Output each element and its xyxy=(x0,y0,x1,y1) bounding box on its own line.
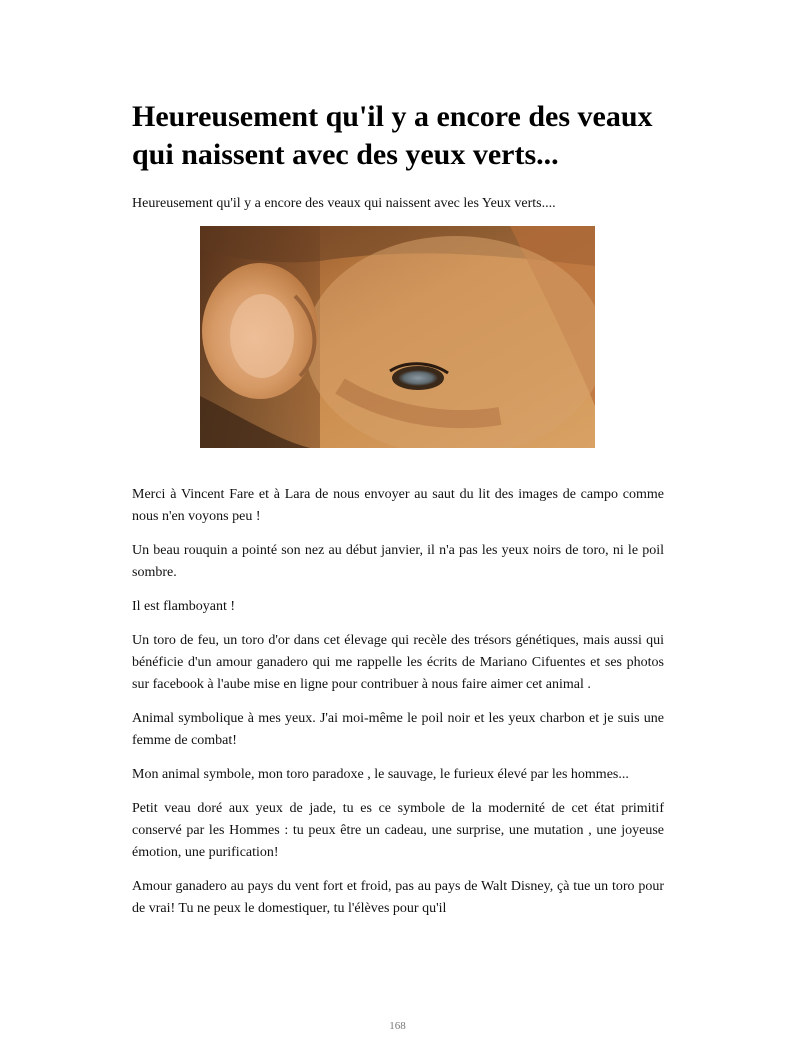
article-intro: Heureusement qu'il y a encore des veaux qui naissent avec les Yeux verts.... xyxy=(132,196,556,211)
paragraph: Merci à Vincent Fare et à Lara de nous envoyer au saut du lit des images de campo comme nous n'en voyons peu ! xyxy=(132,487,664,524)
paragraph: Animal symbolique à mes yeux. J'ai moi-même le poil noir et les yeux charbon et je suis une femme de combat! xyxy=(132,711,664,748)
paragraph: Mon animal symbole, mon toro paradoxe , le sauvage, le furieux élevé par les hommes... xyxy=(132,767,629,782)
paragraph: Un toro de feu, un toro d'or dans cet élevage qui recèle des trésors génétiques, mais aussi qui bénéficie d'un amour ganadero qui me rappelle les écrits de Mariano Cifuentes et ses photos sur facebook à l'aube mise en ligne pour contribuer à nous faire aimer cet animal . xyxy=(132,633,664,692)
article xyxy=(132,98,664,932)
paragraph: Un beau rouquin a pointé son nez au début janvier, il n'a pas les yeux noirs de toro, ni le poil sombre. xyxy=(132,543,664,580)
calf-photo xyxy=(200,226,595,448)
paragraph: Amour ganadero au pays du vent fort et froid, pas au pays de Walt Disney, çà tue un toro pour de vrai! Tu ne peux le domestiquer, tu l'élèves pour qu'il xyxy=(132,879,664,916)
article-title: Heureusement qu'il y a encore des veaux qui naissent avec des yeux verts... xyxy=(132,100,653,171)
paragraph: Petit veau doré aux yeux de jade, tu es ce symbole de la modernité de cet état primitif conservé par les Hommes : tu peux être un cadeau, une surprise, une mutation , une joyeuse émotion, une purification! xyxy=(132,801,664,860)
paragraph: Il est flamboyant ! xyxy=(132,599,236,614)
article-body xyxy=(132,484,664,920)
page-number: 168 xyxy=(389,1020,406,1032)
